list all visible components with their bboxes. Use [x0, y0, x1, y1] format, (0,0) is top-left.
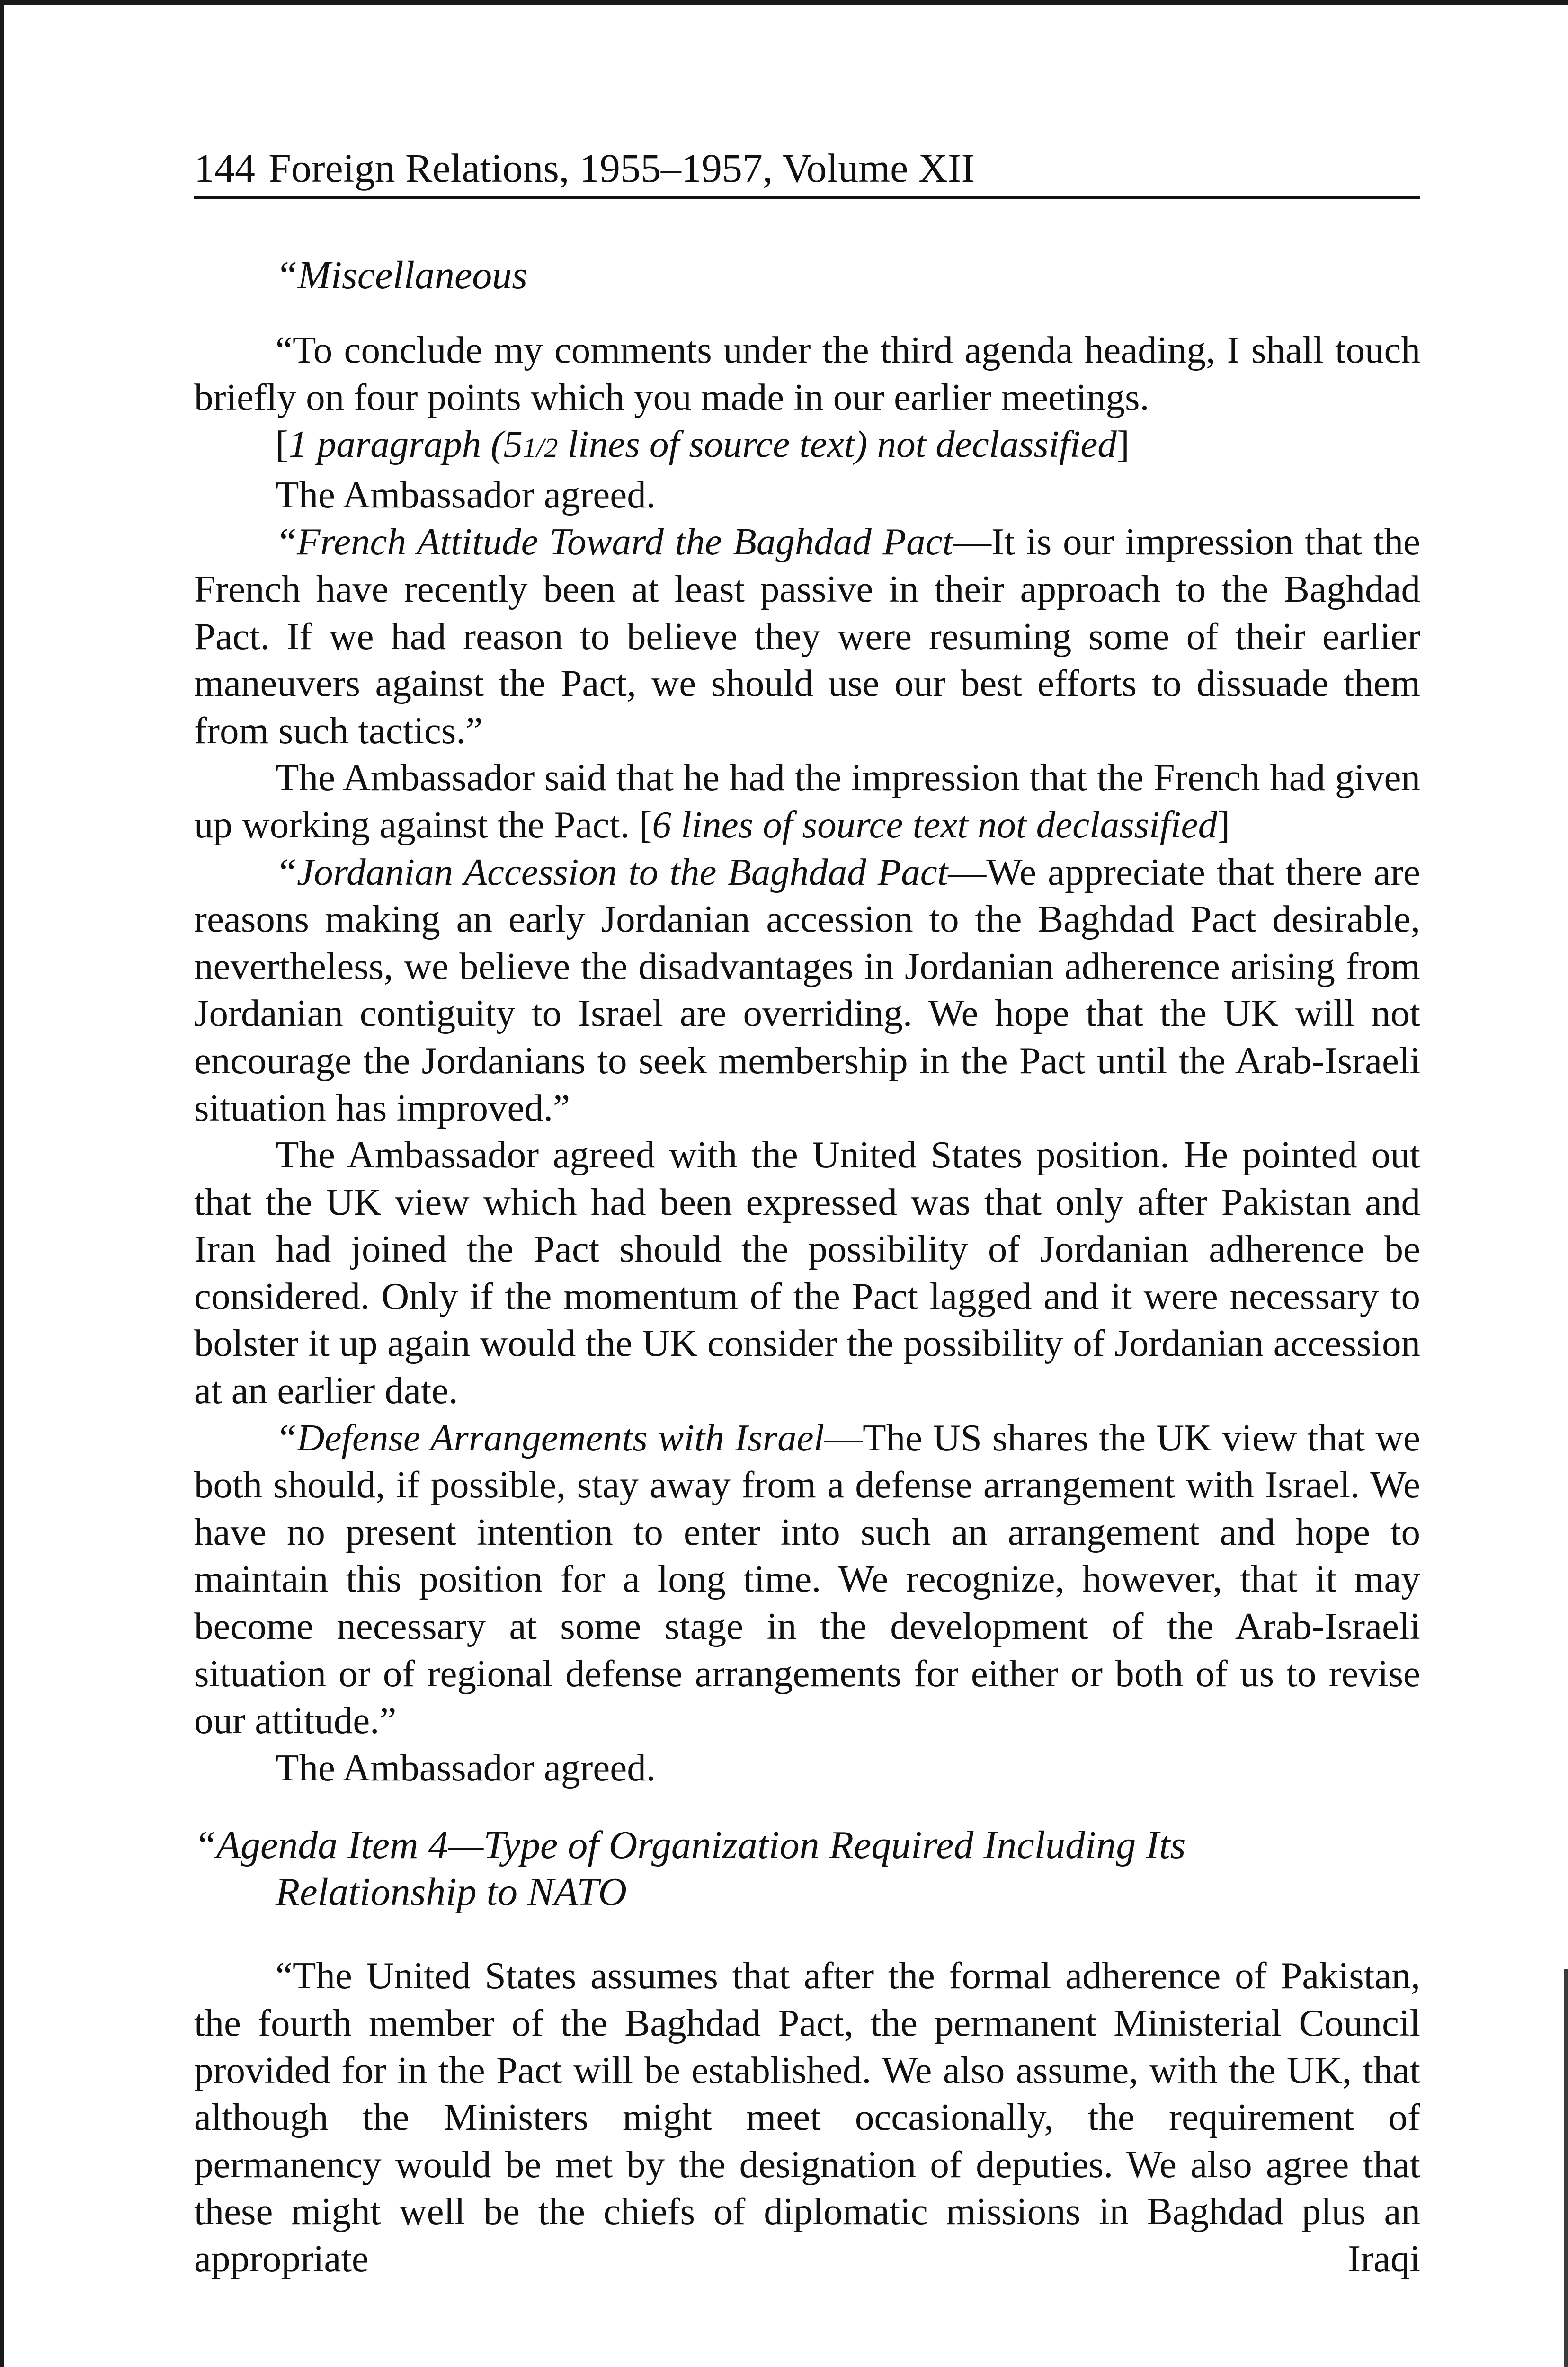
fraction: 1/2	[523, 432, 558, 463]
body-text-continued	[194, 1952, 1420, 2282]
bracket-open: [	[276, 423, 288, 466]
paragraph-lead: “Defense Arrangements with Israel	[276, 1416, 825, 1459]
agenda-heading-line2: Relationship to NATO	[276, 1870, 627, 1914]
running-title: Foreign Relations, 1955–1957, Volume XII	[268, 145, 975, 191]
paragraph-jordanian-accession	[194, 849, 1420, 1132]
redaction-note: 6 lines of source text not declassified	[652, 803, 1218, 846]
agenda-heading-line1: “Agenda Item 4—Type of Organization Required Including Its	[194, 1823, 1186, 1868]
bracket-close: ]	[1116, 423, 1130, 466]
paragraph: The Ambassador agreed.	[276, 1746, 656, 1789]
document-page	[194, 142, 1420, 2283]
paragraph-defense-arrangements	[194, 1415, 1420, 1744]
redaction-note: 1 paragraph (51/2 lines of source text) not declassified	[288, 423, 1117, 466]
bracket-open: [	[639, 803, 652, 846]
paragraph-lead: “French Attitude Toward the Baghdad Pact	[276, 520, 953, 563]
scan-border-left	[0, 0, 4, 2367]
paragraph: “The United States assumes that after the formal adherence of Pakistan, the fourth member of the Baghdad Pact, the permanent Ministerial Council provided for in the Pact will be established. We also assume, with the UK, that although the Ministers might meet occasionally, the requirement of permanency would be met by the designation of deputies. We also agree that these might well be the chiefs of diplomatic missions in Baghdad plus an appropriate Iraqi	[194, 1954, 1420, 2280]
paragraph-lead: “Jordanian Accession to the Baghdad Pact	[276, 850, 948, 893]
paragraph-not-declassified	[194, 421, 1420, 472]
bracket-close: ]	[1217, 803, 1230, 846]
paragraph: The Ambassador said that he had the impression that the French had given up working against the Pact. [6 lines of source text not declassified]	[194, 756, 1420, 846]
paragraph-rest: —It is our impression that the French have recently been at least passive in their approach to the Baghdad Pact. If we had reason to believe they were resuming some of their earlier maneuvers against the Pact, we should use our best efforts to dissuade them from such tactics.”	[194, 520, 1420, 752]
paragraph: The Ambassador agreed.	[276, 473, 656, 516]
scan-border-top	[0, 0, 1568, 5]
paragraph: The Ambassador agreed with the United States position. He pointed out that the UK view which had been expressed was that only after Pakistan and Iran had joined the Pact should the possibility of Jordanian adherence be considered. Only if the momentum of the Pact lagged and it were necessary to bolster it up again would the UK consider the possibility of Jordanian accession at an earlier date.	[194, 1133, 1420, 1412]
page-number: 144	[194, 145, 255, 191]
paragraph-french-attitude	[194, 518, 1420, 754]
running-header	[194, 142, 1420, 199]
paragraph-rest: —The US shares the UK view that we both should, if possible, stay away from a defense arrangement with Israel. We have no present intention to enter into such an arrangement and hope to maintain this position for a long time. We recognize, however, that it may become necessary at some stage in the development of the Arab-Israeli situation or of regional defense arrangements for either or both of us to revise our attitude.”	[194, 1416, 1421, 1742]
paragraph-rest: —We appreciate that there are reasons making an early Jordanian accession to the Baghdad Pact desirable, nevertheless, we believe the disadvantages in Jordanian adherence arising from Jordanian contiguity to Israel are overriding. We hope that the UK will not encourage the Jordanians to seek membership in the Pact until the Arab-Israeli situation has improved.”	[194, 850, 1420, 1129]
body-text	[194, 327, 1420, 1791]
scan-border-right	[1564, 1969, 1568, 2367]
paragraph: “To conclude my comments under the third agenda heading, I shall touch briefly on four points which you made in our earlier meetings.	[194, 329, 1420, 418]
section-title: “Miscellaneous	[276, 253, 527, 297]
agenda-item-heading	[194, 1822, 1420, 1915]
